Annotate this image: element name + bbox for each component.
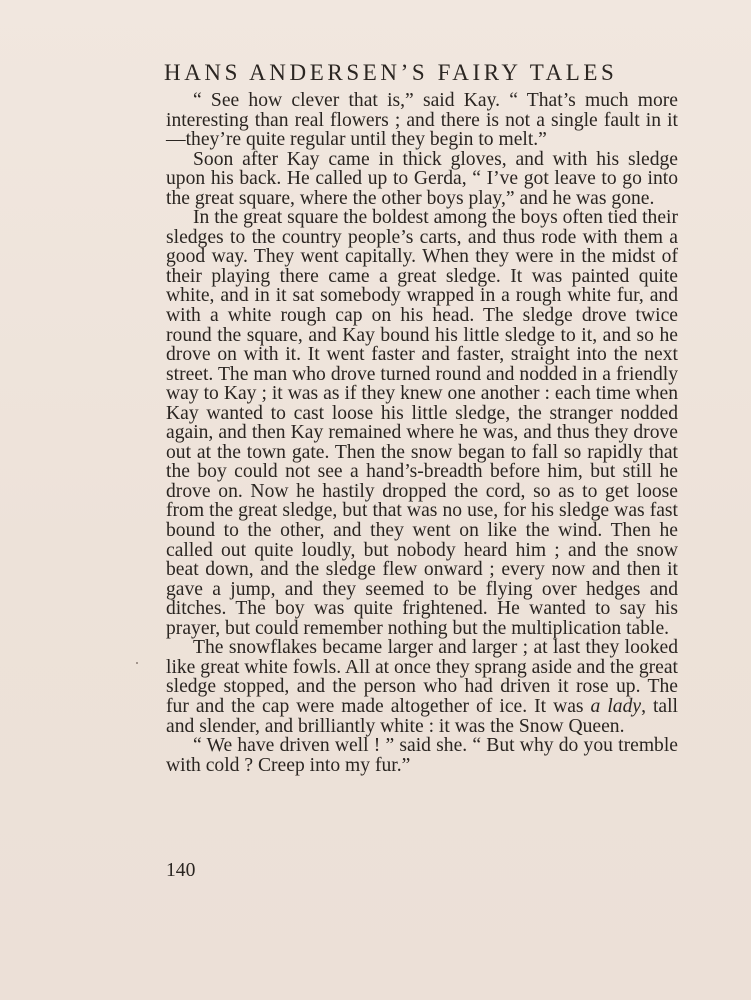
body-text [166, 91, 678, 775]
paragraph: Soon after Kay came in thick gloves, and with his sledge upon his back. He called up to Gerda, “ I’ve got leave to go into the great square, where the other boys play,” and he was gone. [166, 148, 678, 209]
paragraph-text-start: The snowflakes became larger and larger ; at last they looked like great white fowls. All at once they sprang aside and the great sledge stopped, and the person who had driven it rose up. The fur and the cap were made altogether of ice. It was [166, 637, 678, 717]
paragraph: In the great square the boldest among the boys often tied their sledges to the country people’s carts, and thus rode with them a good way. They went capitally. When they were in the midst of their playing there came a great sledge. It was painted quite white, and in it sat somebody wrapped in a rough white fur, and with a white rough cap on his head. The sledge drove twice round the square, and Kay bound his little sledge to it, and so he drove on with it. It went faster and faster, straight into the next street. The man who drove turned round and nodded in a friendly way to Kay ; it was as if they knew one another : each time when Kay wanted to cast loose his little sledge, the stranger nodded again, and then Kay remained where he was, and thus they drove out at the town gate. Then the snow began to fall so rapidly that the boy could not see a hand’s-breadth before him, but still he drove on. Now he hastily dropped the cord, so as to get loose from the great sledge, but that was no use, for his sledge was fast bound to the other, and they went on like the wind. Then he called out quite loudly, but nobody heard him ; and the snow beat down, and the sledge flew onward ; every now and then it gave a jump, and they seemed to be flying over hedges and ditches. The boy was quite frightened. He wanted to say his prayer, but could remember nothing but the multiplication table. [166, 207, 678, 639]
paragraph: “ We have driven well ! ” said she. “ But why do you tremble with cold ? Creep into my fur.” [166, 735, 678, 776]
italic-phrase: a lady [590, 695, 642, 717]
paragraph-text-end: , tall and slender, and brilliantly white : it was the Snow Queen. [166, 695, 678, 737]
paper-speck [136, 662, 138, 664]
paragraph: “ See how clever that is,” said Kay. “ That’s much more interesting than real flowers ; and there is not a single fault in it—they’re quite regular until they begin to melt.” [166, 90, 678, 151]
page-number: 140 [166, 860, 196, 881]
running-head: HANS ANDERSEN’S FAIRY TALES [164, 60, 618, 85]
paragraph [166, 638, 678, 736]
